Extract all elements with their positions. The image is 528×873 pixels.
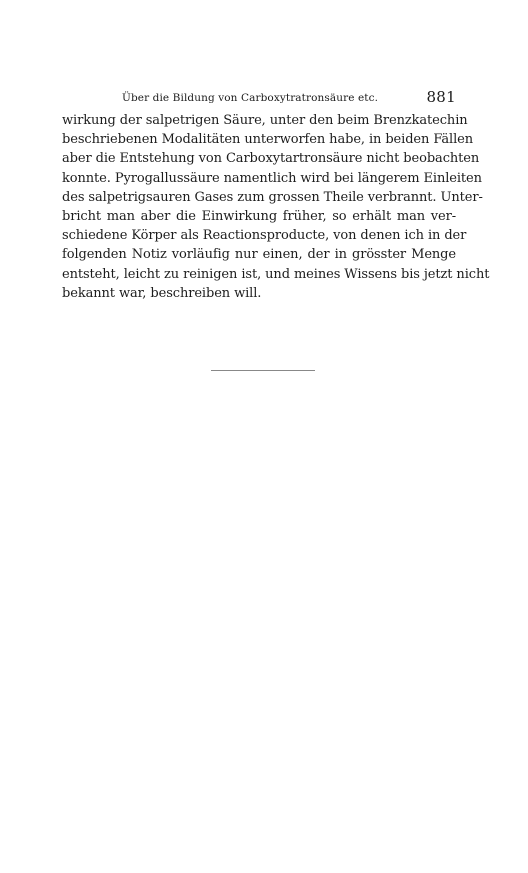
text-line: des salpetrigsauren Gases zum grossen Theile verbrannt. Unter- [62, 189, 483, 205]
running-title: Über die Bildung von Carboxytratronsäure etc. [122, 92, 379, 104]
body-paragraph [62, 111, 490, 303]
text-line: bricht man aber die Einwirkung früher, so erhält man ver- [62, 208, 456, 224]
text-line: konnte. Pyrogallussäure namentlich wird bei längerem Einleiten [62, 170, 482, 186]
text-line: entsteht, leicht zu reinigen ist, und meines Wissens bis jetzt nicht [62, 266, 490, 282]
section-divider [211, 370, 315, 371]
text-line: aber die Entstehung von Carboxytartronsäure nicht beobachten [62, 151, 480, 167]
page-number: 881 [426, 88, 456, 106]
text-line: folgenden Notiz vorläufig nur einen, der in grösster Menge [62, 247, 456, 263]
running-head [62, 88, 464, 106]
text-line: bekannt war, beschreiben will. [62, 285, 262, 301]
text-line: wirkung der salpetrigen Säure, unter den beim Brenzkatechin [62, 113, 468, 128]
text-line: schiedene Körper als Reactionsproducte, von denen ich in der [62, 228, 467, 244]
text-line: beschriebenen Modalitäten unterworfen habe, in beiden Fällen [62, 132, 473, 148]
